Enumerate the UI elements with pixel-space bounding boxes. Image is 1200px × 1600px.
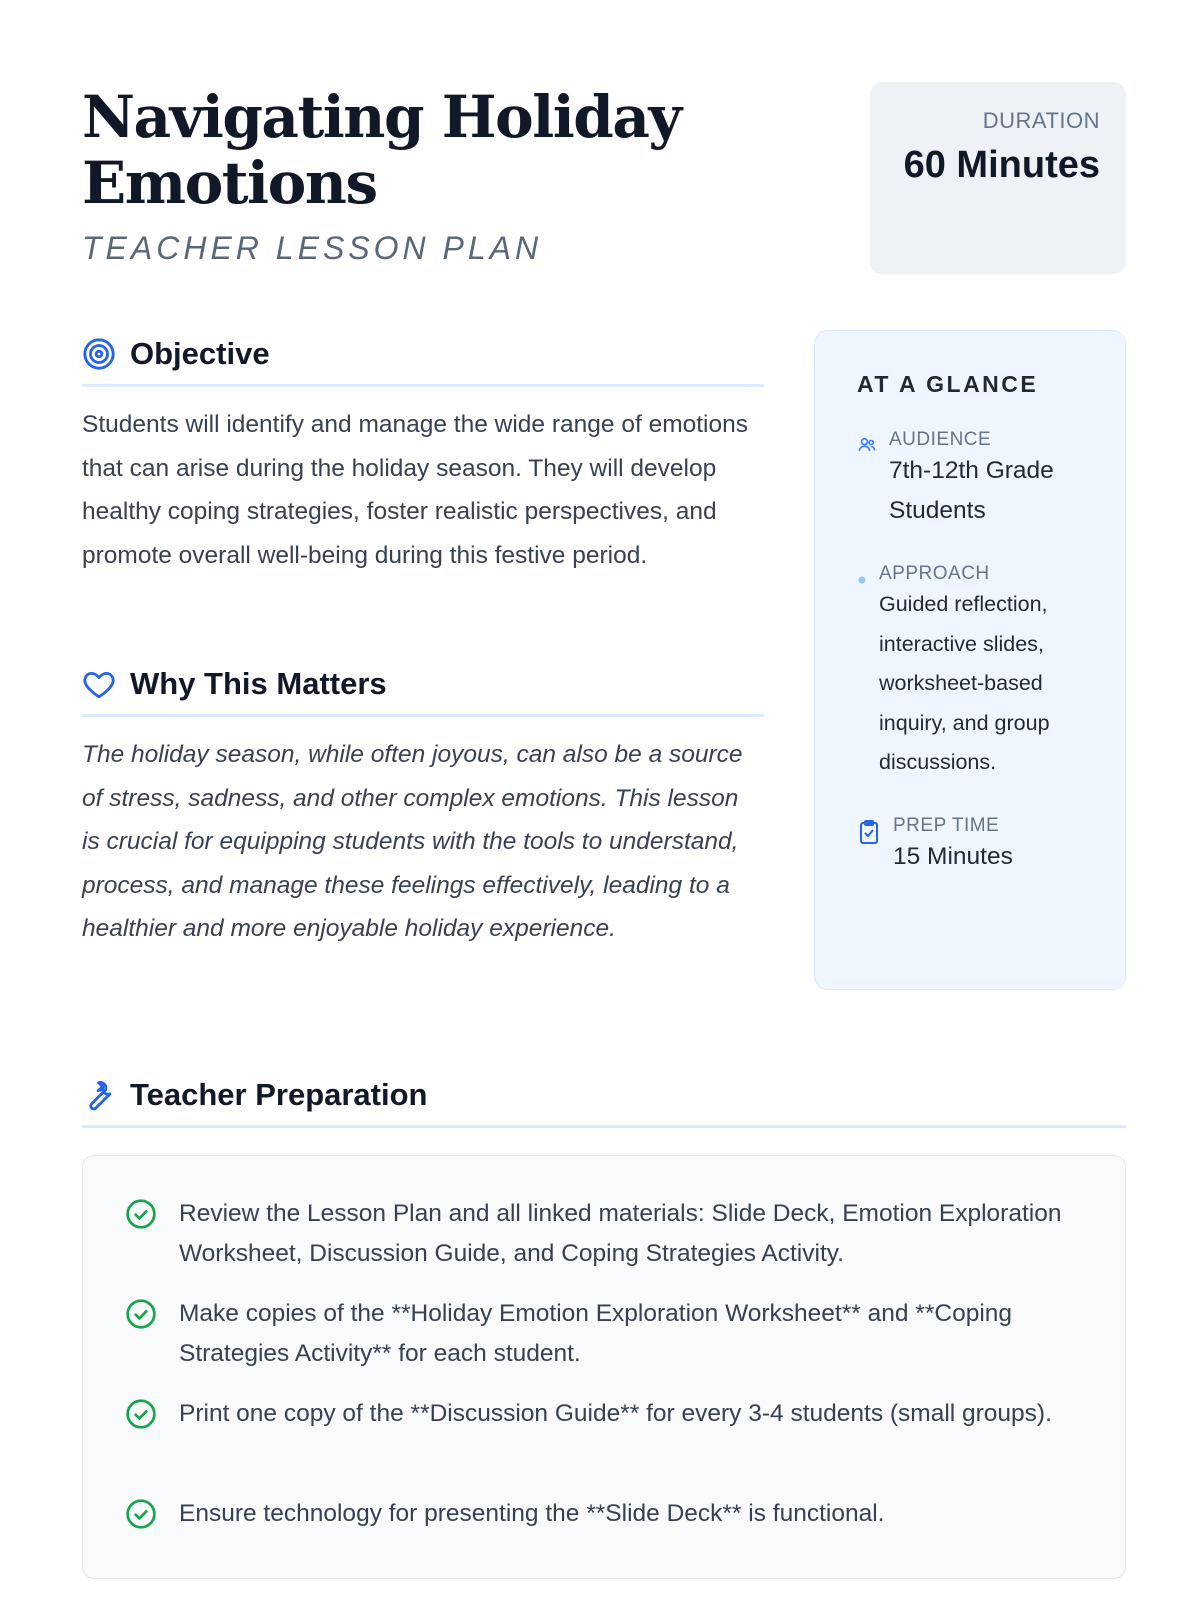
heart-icon	[82, 667, 116, 701]
preparation-checklist	[82, 1155, 1126, 1579]
approach-label: APPROACH	[879, 563, 990, 584]
preparation-title: Teacher Preparation	[130, 1077, 428, 1112]
glance-title: AT A GLANCE	[857, 371, 1039, 397]
audience-value: 7th-12th Grade Students	[889, 457, 1054, 524]
approach-value: Guided reflection, interactive slides, worksheet-based inquiry, and group discussions.	[879, 592, 1050, 774]
at-a-glance-card	[814, 330, 1126, 990]
objective-heading	[82, 336, 764, 387]
why-heading	[82, 666, 764, 717]
objective-text: Students will identify and manage the wide range of emotions that can arise during the holiday season. They will develop healthy coping strategies, foster realistic perspectives, and promote overall well-being during this festive period.	[82, 411, 748, 569]
prep-item-text: Ensure technology for presenting the **Slide Deck** is functional.	[179, 1500, 885, 1527]
wrench-icon	[82, 1078, 116, 1112]
prep-time-label: PREP TIME	[893, 815, 1000, 836]
duration-value: 60 Minutes	[903, 144, 1100, 186]
page-title: Navigating Holiday Emotions	[82, 83, 681, 217]
preparation-heading	[82, 1077, 1126, 1128]
prep-item-text: Make copies of the **Holiday Emotion Exploration Worksheet** and **Coping Strategies Activity** for each student.	[179, 1300, 1013, 1367]
prep-item-text: Print one copy of the **Discussion Guide** for every 3-4 students (small groups).	[179, 1400, 1052, 1427]
objective-title: Objective	[130, 336, 270, 371]
check-circle-icon	[125, 1498, 157, 1530]
list-item	[125, 1394, 1085, 1434]
list-item	[125, 1494, 1085, 1534]
prep-time-value: 15 Minutes	[893, 843, 1013, 870]
users-icon	[857, 435, 877, 455]
dot-icon	[857, 575, 867, 585]
page-subtitle: TEACHER LESSON PLAN	[82, 230, 543, 266]
glance-item-prep-time	[857, 815, 1097, 877]
check-circle-icon	[125, 1398, 157, 1430]
target-icon	[82, 337, 116, 371]
check-circle-icon	[125, 1198, 157, 1230]
check-circle-icon	[125, 1298, 157, 1330]
audience-label: AUDIENCE	[889, 429, 992, 450]
why-title: Why This Matters	[130, 666, 387, 701]
why-text: The holiday season, while often joyous, can also be a source of stress, sadness, and other complex emotions. This lesson is crucial for equipping students with the tools to understand, process, and manage these feelings effectively, leading to a healthier and more enjoyable holiday experience.	[82, 741, 743, 942]
glance-item-approach	[857, 563, 1097, 783]
duration-card	[870, 82, 1126, 274]
duration-label: DURATION	[982, 108, 1100, 133]
prep-item-text: Review the Lesson Plan and all linked materials: Slide Deck, Emotion Exploration Worksheet, Discussion Guide, and Coping Strategies Activity.	[179, 1200, 1062, 1267]
list-item	[125, 1294, 1085, 1374]
list-item	[125, 1194, 1085, 1274]
clipboard-check-icon	[857, 819, 881, 845]
glance-item-audience	[857, 429, 1097, 531]
